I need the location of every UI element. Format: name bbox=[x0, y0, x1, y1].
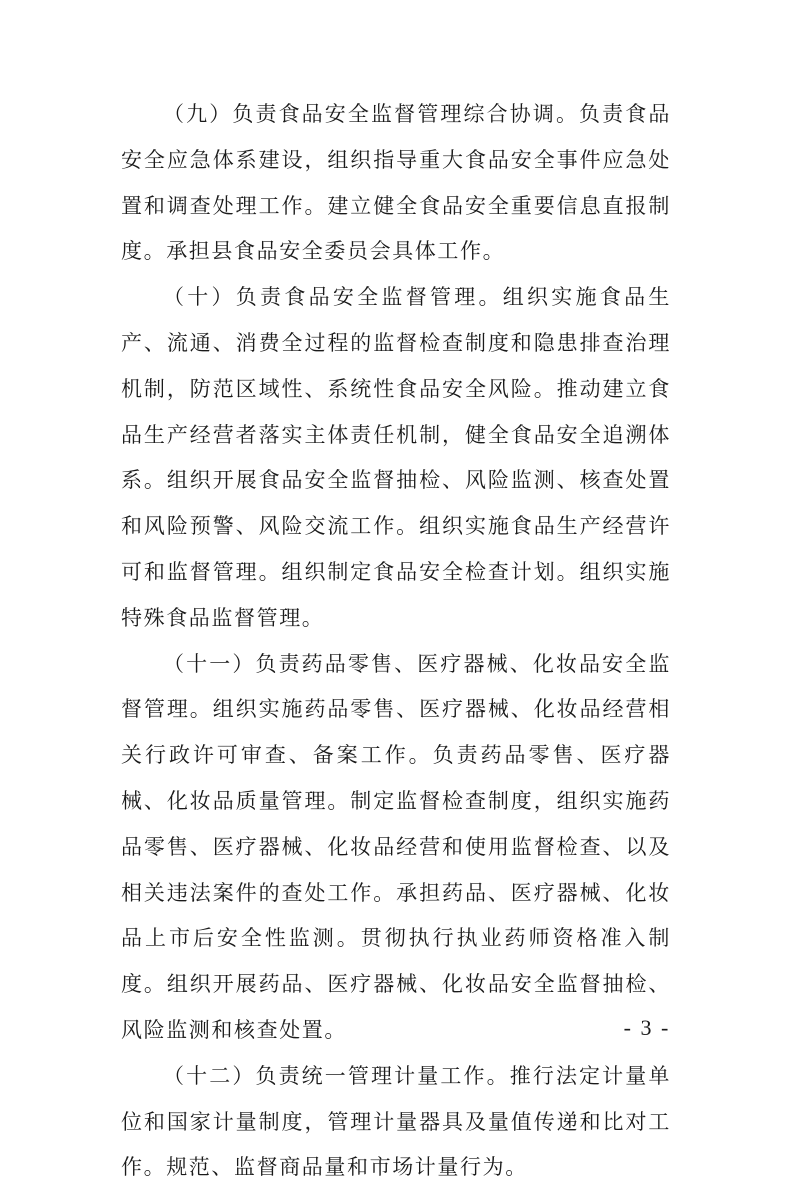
paragraph-food-safety-coordination: （九）负责食品安全监督管理综合协调。负责食品安全应急体系建设，组织指导重大食品安全事件应急处置和调查处理工作。建立健全食品安全重要信息直报制度。承担县食品安全委员会具体工作。 bbox=[121, 102, 671, 264]
paragraph-food-safety-supervision: （十）负责食品安全监督管理。组织实施食品生产、流通、消费全过程的监督检查制度和隐患排查治理机制，防范区域性、系统性食品安全风险。推动建立食品生产经营者落实主体责任机制，健全食品安全追溯体系。组织开展食品安全监督抽检、风险监测、核查处置和风险预警、风险交流工作。组织实施食品生产经营许可和监督管理。组织制定食品安全检查计划。组织实施特殊食品监督管理。 bbox=[121, 285, 671, 630]
document-body bbox=[121, 92, 671, 1191]
paragraph-drug-device-cosmetics: （十一）负责药品零售、医疗器械、化妆品安全监督管理。组织实施药品零售、医疗器械、化妆品经营相关行政许可审查、备案工作。负责药品零售、医疗器械、化妆品质量管理。制定监督检查制度，组织实施药品零售、医疗器械、化妆品经营和使用监督检查、以及相关违法案件的查处工作。承担药品、医疗器械、化妆品上市后安全性监测。贯彻执行执业药师资格准入制度。组织开展药品、医疗器械、化妆品安全监督抽检、风险监测和核查处置。 bbox=[121, 651, 671, 1042]
paragraph-metrology: （十二）负责统一管理计量工作。推行法定计量单位和国家计量制度，管理计量器具及量值传递和比对工作。规范、监督商品量和市场计量行为。 bbox=[121, 1063, 671, 1180]
page-number: - 3 - bbox=[623, 1015, 671, 1040]
